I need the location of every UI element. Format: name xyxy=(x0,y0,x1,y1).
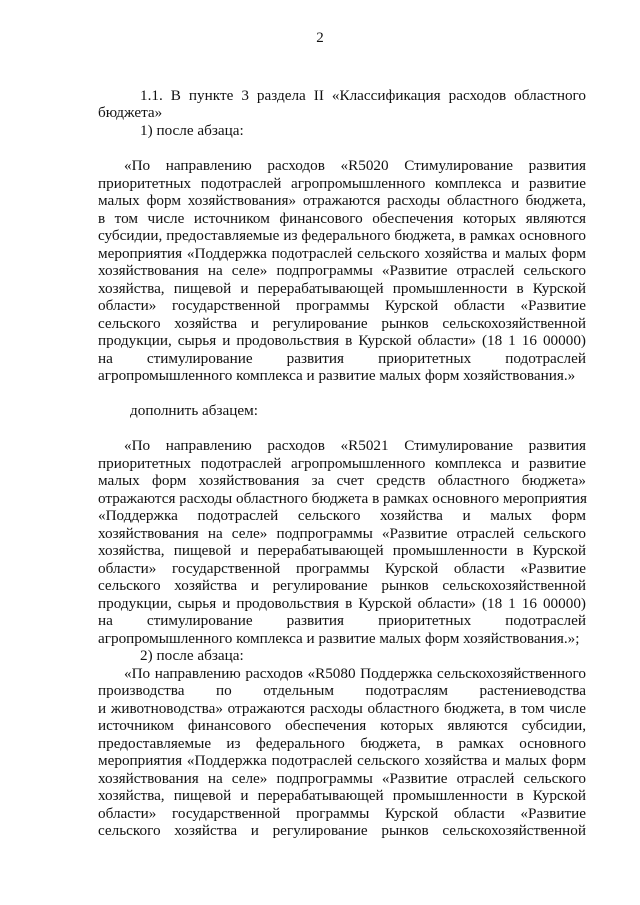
text-line: сельского хозяйства и регулирование рынков сельскохозяйственной xyxy=(98,315,586,332)
text-line: 1.1. В пункте 3 раздела II «Классификация расходов областного xyxy=(140,87,586,104)
text-line: малых форм хозяйствования» отражаются расходы областного бюджета, xyxy=(98,192,586,209)
text-line: хозяйства, пищевой и перерабатывающей промышленности в Курской xyxy=(98,280,586,297)
text-line: на стимулирование развития приоритетных подотраслей xyxy=(98,612,586,629)
text-line: субсидии, предоставляемые из федерального бюджета, в рамках основного xyxy=(98,227,586,244)
text-line: области» государственной программы Курской области «Развитие xyxy=(98,560,586,577)
text-line: сельского хозяйства и регулирование рынков сельскохозяйственной xyxy=(98,577,586,594)
text-line: мероприятия «Поддержка подотраслей сельского хозяйства и малых форм xyxy=(98,752,586,769)
text-line: 2) после абзаца: xyxy=(140,647,244,664)
text-line: дополнить абзацем: xyxy=(130,402,258,419)
page-number: 2 xyxy=(316,30,324,46)
text-line: «Поддержка подотраслей сельского хозяйства и малых форм xyxy=(98,507,586,524)
text-line: продукции, сырья и продовольствия в Курской области» (18 1 16 00000) xyxy=(98,595,586,612)
text-line: «По направлению расходов «R5020 Стимулирование развития xyxy=(124,157,586,174)
text-line: хозяйства, пищевой и перерабатывающей промышленности в Курской xyxy=(98,542,586,559)
text-line: сельского хозяйства и регулирование рынков сельскохозяйственной xyxy=(98,822,586,839)
text-line: бюджета» xyxy=(98,104,163,121)
text-line: источником финансового обеспечения которых являются субсидии, xyxy=(98,717,586,734)
text-line: хозяйствования на селе» подпрограммы «Развитие отраслей сельского xyxy=(98,770,586,787)
text-line: «По направлению расходов «R5080 Поддержка сельскохозяйственного xyxy=(124,665,586,682)
text-line: малых форм хозяйствования за счет средств областного бюджета» xyxy=(98,472,586,489)
text-line: производства по отдельным подотраслям растениеводства xyxy=(98,682,586,699)
text-line: предоставляемые из федерального бюджета, в рамках основного xyxy=(98,735,586,752)
text-line: 1) после абзаца: xyxy=(140,122,244,139)
text-line: хозяйствования на селе» подпрограммы «Развитие отраслей сельского xyxy=(98,525,586,542)
text-line: и животноводства» отражаются расходы областного бюджета, в том числе xyxy=(98,700,586,717)
text-line: в том числе источником финансового обеспечения которых являются xyxy=(98,210,586,227)
text-line: отражаются расходы областного бюджета в рамках основного мероприятия xyxy=(98,490,587,507)
text-line: хозяйства, пищевой и перерабатывающей промышленности в Курской xyxy=(98,787,586,804)
text-line: области» государственной программы Курской области «Развитие xyxy=(98,805,586,822)
text-line: агропромышленного комплекса и развитие малых форм хозяйствования.»; xyxy=(98,630,580,647)
text-line: области» государственной программы Курской области «Развитие xyxy=(98,297,586,314)
text-line: «По направлению расходов «R5021 Стимулирование развития xyxy=(124,437,586,454)
text-line: приоритетных подотраслей агропромышленного комплекса и развитие xyxy=(98,175,586,192)
text-line: приоритетных подотраслей агропромышленного комплекса и развитие xyxy=(98,455,586,472)
text-line: на стимулирование развития приоритетных подотраслей xyxy=(98,350,586,367)
text-line: хозяйствования на селе» подпрограммы «Развитие отраслей сельского xyxy=(98,262,586,279)
text-line: продукции, сырья и продовольствия в Курской области» (18 1 16 00000) xyxy=(98,332,586,349)
text-line: агропромышленного комплекса и развитие малых форм хозяйствования.» xyxy=(98,367,576,384)
text-line: мероприятия «Поддержка подотраслей сельского хозяйства и малых форм xyxy=(98,245,586,262)
